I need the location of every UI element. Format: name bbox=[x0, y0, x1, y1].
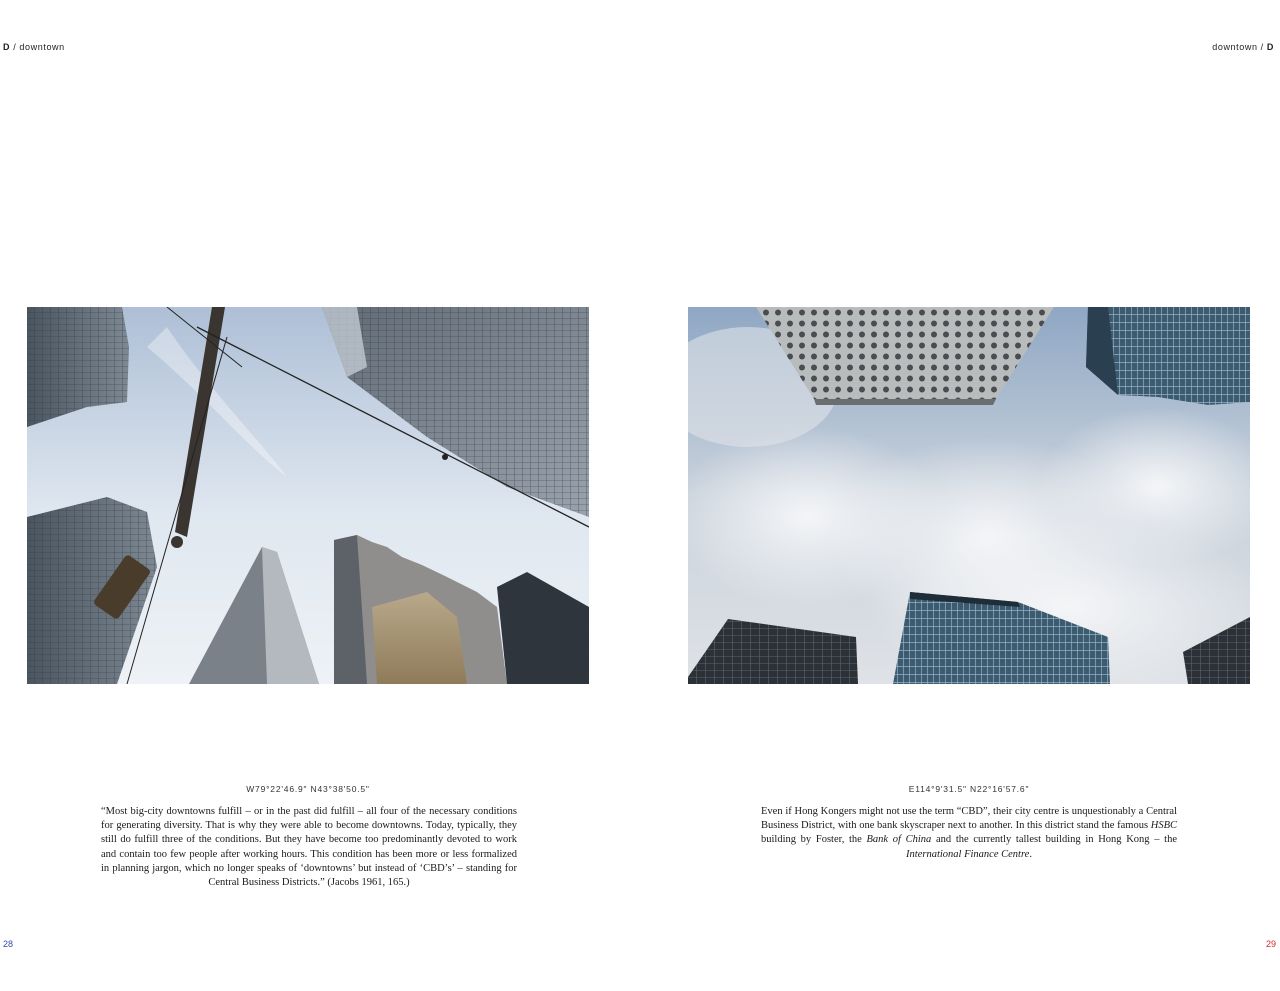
gps-coordinates-right: E114°9'31.5" N22°16'57.6" bbox=[908, 784, 1030, 794]
page-number-right: 29 bbox=[1265, 939, 1276, 949]
text-bank-of-china: Bank of China bbox=[866, 834, 932, 846]
hong-kong-skyscrapers-photo bbox=[688, 307, 1250, 684]
running-head-right bbox=[1212, 42, 1274, 52]
running-head-left bbox=[3, 42, 65, 52]
text-segment: Even if Hong Kongers might not use the term “CBD”, their city centre is unquestionably a Central Business District, with one bank skyscraper next to another. In this district stand the famous bbox=[761, 806, 1177, 832]
right-page bbox=[640, 0, 1279, 991]
text-segment: building by Foster, the bbox=[761, 834, 867, 846]
running-head-separator: / bbox=[10, 42, 20, 52]
toronto-skyscrapers-photo bbox=[27, 307, 589, 684]
section-word: downtown bbox=[1212, 42, 1258, 52]
section-letter: D bbox=[1266, 42, 1274, 52]
section-word: downtown bbox=[19, 42, 65, 52]
running-head-separator: / bbox=[1257, 42, 1267, 52]
section-letter: D bbox=[3, 42, 11, 52]
text-segment: . bbox=[1029, 848, 1032, 860]
body-text-right bbox=[761, 805, 1177, 862]
text-ifc: International Finance Centre bbox=[906, 848, 1030, 860]
left-page bbox=[0, 0, 639, 991]
text-segment: and the currently tallest building in Hong Kong – the bbox=[931, 834, 1177, 846]
text-hsbc: HSBC bbox=[1150, 820, 1177, 832]
gps-coordinates-left: W79°22'46.9" N43°38'50.5" bbox=[246, 784, 370, 794]
body-text-left: “Most big-city downtowns fulfill – or in the past did fulfill – all four of the necessary conditions for generating diversity. That is why they were able to become downtowns. Today, typically, they still do fulfill three of the conditions. But they have become too predominantly devoted to work and contain too few people after working hours. This condition has been more or less formalized in planning jargon, which no longer speaks of ‘downtowns’ but instead of ‘CBD’s’ – standing for Central Business Districts.” (Jacobs 1961, 165.) bbox=[101, 806, 517, 889]
page-number-left: 28 bbox=[3, 939, 14, 949]
